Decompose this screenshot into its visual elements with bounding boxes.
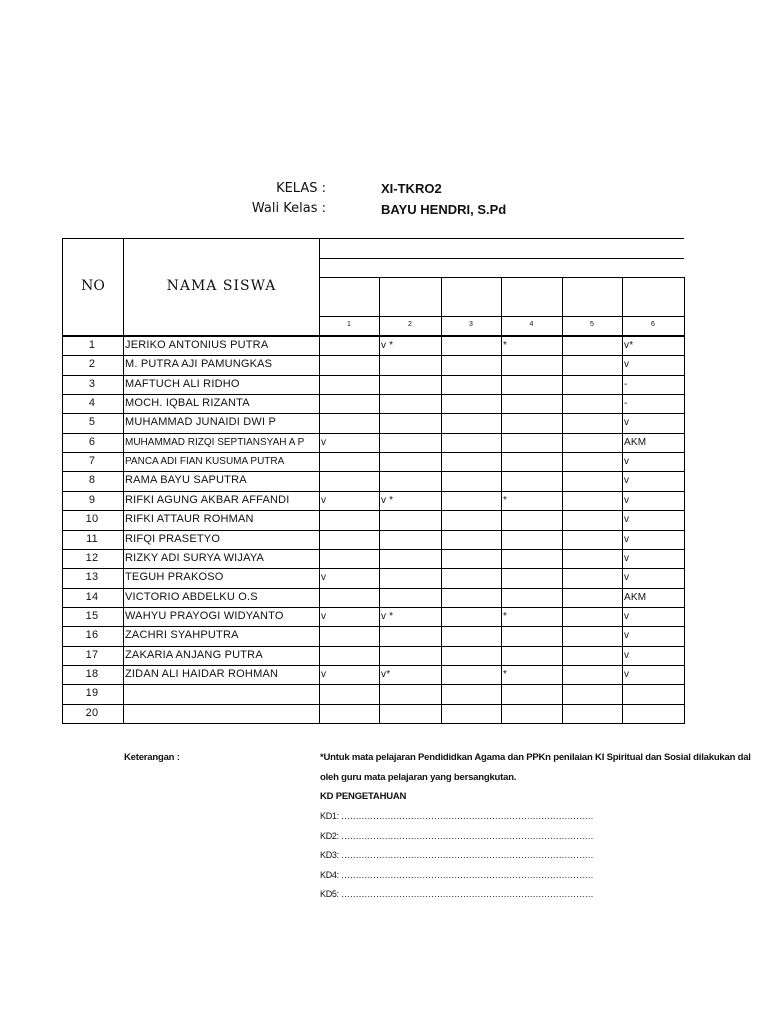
grid-line — [62, 723, 684, 724]
cell-mark: v * — [381, 340, 394, 351]
row-number: 12 — [85, 552, 99, 564]
cell-mark: v — [624, 475, 630, 486]
grid-line — [123, 238, 124, 724]
student-name: MUHAMMAD JUNAIDI DWI P — [125, 416, 277, 428]
grid-line — [62, 684, 684, 685]
cell-mark: * — [503, 495, 508, 506]
cell-mark: v — [624, 553, 630, 564]
note-line-1: *Untuk mata pelajaran Pendididkan Agama dan PPKn penilaian KI Spiritual dan Sosial dilakukan dal — [320, 752, 751, 763]
row-number: 7 — [88, 455, 96, 467]
cell-mark: * — [503, 611, 508, 622]
student-name: VICTORIO ABDELKU O.S — [125, 591, 258, 603]
student-name: PANCA ADI FIAN KUSUMA PUTRA — [125, 456, 285, 467]
grid-line — [62, 238, 684, 239]
grid-line — [62, 704, 684, 705]
cell-mark: v — [624, 650, 630, 661]
kelas-value: XI-TKRO2 — [381, 181, 442, 196]
cell-mark: v — [321, 437, 327, 448]
row-number: 13 — [85, 571, 99, 583]
kd-line: KD2: …………………………………………………………………………… — [320, 830, 594, 841]
kd-pengetahuan-title: KD PENGETAHUAN — [320, 791, 407, 802]
cell-mark: v — [624, 630, 630, 641]
student-name: RAMA BAYU SAPUTRA — [125, 474, 247, 486]
row-number: 6 — [88, 436, 96, 448]
cell-mark: - — [624, 379, 628, 390]
cell-mark: v — [624, 572, 630, 583]
kd-line: KD1: …………………………………………………………………………… — [320, 811, 594, 821]
grid-line — [684, 277, 685, 724]
row-number: 5 — [88, 416, 96, 428]
row-number: 18 — [85, 668, 99, 680]
student-name: RIZKY ADI SURYA WIJAYA — [125, 552, 265, 564]
cell-mark: v — [624, 495, 630, 506]
note-line-2: oleh guru mata pelajaran yang bersangkutan. — [320, 772, 517, 783]
kd-line: KD3: …………………………………………………………………………… — [320, 850, 594, 860]
cell-mark: v — [624, 359, 630, 370]
row-number: 19 — [85, 687, 99, 699]
student-name: ZIDAN ALI HAIDAR ROHMAN — [125, 668, 279, 680]
row-number: 11 — [86, 533, 98, 545]
cell-mark: v — [321, 572, 327, 583]
cell-mark: * — [503, 669, 508, 680]
cell-mark: v — [624, 534, 630, 545]
student-name: ZAKARIA ANJANG PUTRA — [125, 649, 263, 661]
row-number: 15 — [85, 610, 99, 622]
cell-mark: v — [321, 495, 327, 506]
student-name: JERIKO ANTONIUS PUTRA — [125, 339, 269, 351]
student-name: M. PUTRA AJI PAMUNGKAS — [125, 358, 273, 370]
student-name: RIFKI ATTAUR ROHMAN — [125, 513, 254, 525]
grid-line — [501, 277, 502, 724]
row-number: 8 — [88, 474, 96, 486]
cell-mark: v — [321, 611, 327, 622]
column-header-nama-siswa: NAMA SISWA — [166, 278, 277, 294]
cell-mark: v * — [381, 495, 394, 506]
cell-mark: v — [321, 669, 327, 680]
grid-line — [319, 258, 684, 259]
keterangan-label: Keterangan : — [124, 752, 180, 763]
kd-line: KD5: …………………………………………………………………………… — [320, 889, 594, 899]
cell-mark: v — [624, 417, 630, 428]
cell-mark: - — [624, 398, 628, 409]
cell-mark: AKM — [624, 437, 647, 448]
cell-mark: v * — [381, 611, 394, 622]
student-name: MUHAMMAD RIZQI SEPTIANSYAH A P — [125, 437, 305, 448]
row-number: 10 — [85, 513, 99, 525]
cell-mark: v — [624, 669, 630, 680]
kd-line: KD4: …………………………………………………………………………… — [320, 869, 594, 880]
cell-mark: v — [624, 514, 630, 525]
row-number: 4 — [88, 397, 96, 409]
grid-line — [622, 277, 623, 724]
student-name: ZACHRI SYAHPUTRA — [125, 629, 239, 641]
cell-mark: v* — [624, 340, 634, 351]
student-name: RIFQI PRASETYO — [125, 533, 221, 545]
student-name: MAFTUCH ALI RIDHO — [125, 378, 240, 390]
student-name: MOCH. IQBAL RIZANTA — [125, 397, 250, 409]
cell-mark: AKM — [624, 592, 647, 603]
column-number: 2 — [407, 321, 413, 328]
student-name: RIFKI AGUNG AKBAR AFFANDI — [125, 494, 290, 506]
wali-kelas-value: BAYU HENDRI, S.Pd — [381, 202, 507, 217]
wali-kelas-label: Wali Kelas : — [251, 201, 326, 216]
column-number: 3 — [468, 321, 474, 328]
row-number: 2 — [88, 358, 96, 370]
row-number: 14 — [85, 591, 99, 603]
cell-mark: v* — [381, 669, 391, 680]
grid-line — [441, 277, 442, 724]
student-name: WAHYU PRAYOGI WIDYANTO — [125, 610, 284, 622]
cell-mark: v — [624, 456, 630, 467]
row-number: 20 — [85, 707, 99, 719]
column-header-no: NO — [81, 278, 105, 294]
student-name: TEGUH PRAKOSO — [125, 571, 224, 583]
column-number: 1 — [346, 321, 352, 328]
row-number: 1 — [88, 339, 96, 351]
row-number: 9 — [88, 494, 96, 506]
column-number: 5 — [589, 321, 595, 328]
cell-mark: * — [503, 340, 508, 351]
grid-line — [562, 277, 563, 724]
row-number: 17 — [85, 649, 99, 661]
column-number: 4 — [529, 321, 534, 328]
kelas-label: KELAS : — [276, 181, 326, 196]
column-number: 6 — [650, 321, 656, 328]
row-number: 16 — [85, 629, 99, 641]
row-number: 3 — [88, 378, 96, 390]
cell-mark: v — [624, 611, 630, 622]
grid-line — [379, 277, 380, 724]
